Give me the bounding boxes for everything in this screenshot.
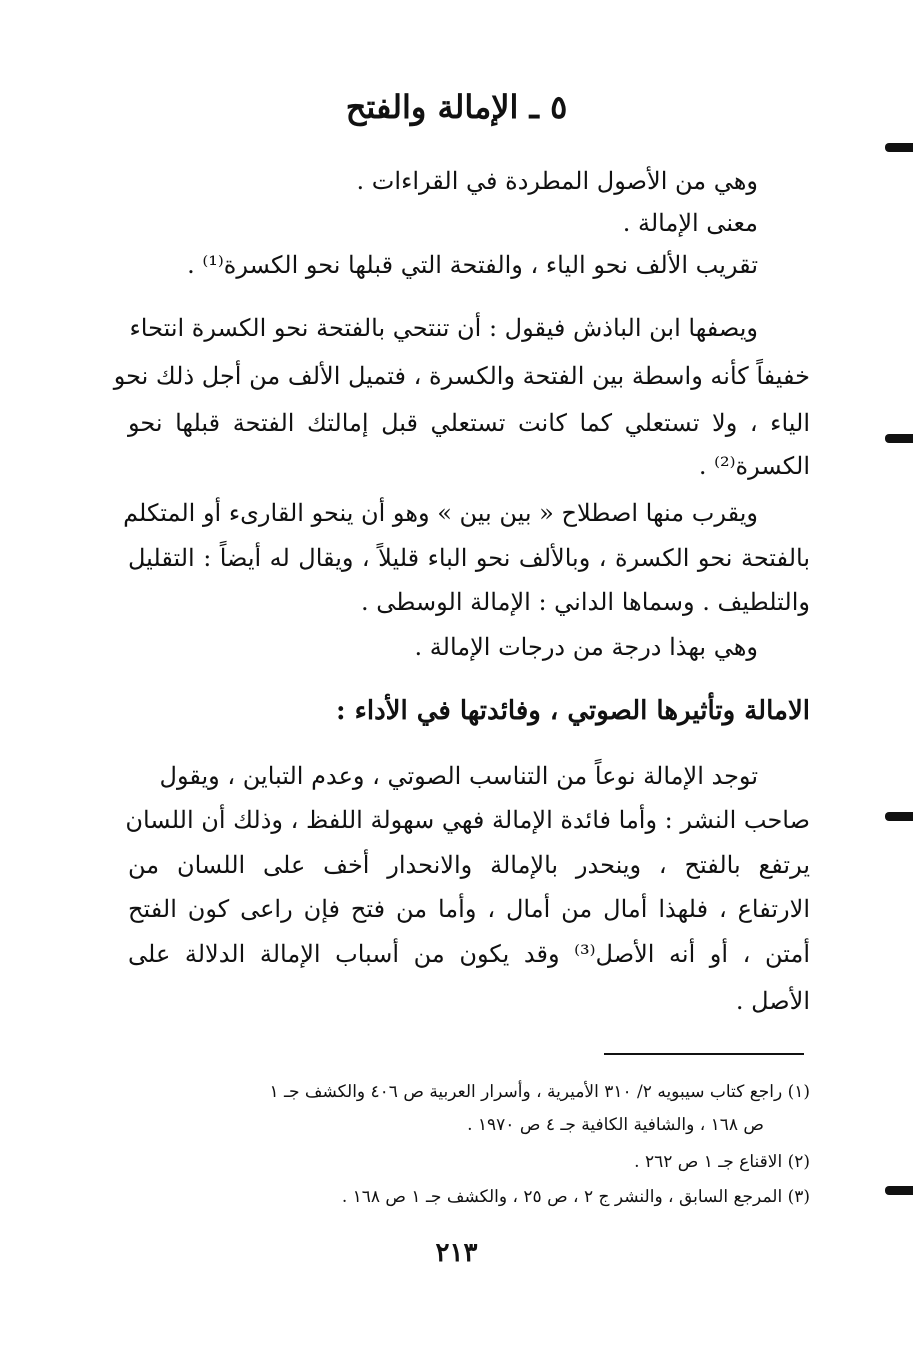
footnote-line: (٣) المرجع السابق ، والنشر ج ٢ ، ص ٢٥ ، والكشف جـ ١ ص ١٦٨ . [341, 1187, 810, 1207]
page-number: ٢١٣ [435, 1238, 478, 1268]
text-line: صاحب النشر : وأما فائدة الإمالة فهي سهولة اللفظ ، وذلك أن اللسان [125, 806, 810, 834]
text-line: أمتن ، أو أنه الأصل⁽³⁾ وقد يكون من أسباب الإمالة الدلالة على [128, 940, 810, 968]
scan-edge-mark [885, 143, 913, 152]
text-line: الكسرة⁽²⁾ . [698, 452, 810, 480]
text-line: بالفتحة نحو الكسرة ، وبالألف نحو الباء قليلاً ، ويقال له أيضاً : التقليل [128, 544, 810, 572]
text-line: تقريب الألف نحو الياء ، والفتحة التي قبلها نحو الكسرة⁽¹⁾ . [187, 251, 758, 279]
text-line: الأصل . [735, 987, 810, 1015]
text-line: الياء ، ولا تستعلي كما كانت تستعلي قبل إمالتك الفتحة قبلها نحو [128, 409, 810, 437]
scan-edge-mark [885, 434, 913, 443]
text-line: ويصفها ابن الباذش فيقول : أن تنتحي بالفتحة نحو الكسرة انتحاء [129, 314, 758, 342]
text-line: وهي من الأصول المطردة في القراءات . [356, 167, 758, 195]
footnote-line: (٢) الاقناع جـ ١ ص ٢٦٢ . [634, 1152, 810, 1172]
footnote-separator [604, 1053, 804, 1055]
scan-edge-mark [885, 1186, 913, 1195]
text-line: ويقرب منها اصطلاح « بين بين » وهو أن ينحو القارىء أو المتكلم [123, 499, 758, 527]
scan-edge-mark [885, 812, 913, 821]
section-heading: ٥ ـ الإمالة والفتح [345, 88, 568, 126]
text-line: وهي بهذا درجة من درجات الإمالة . [414, 633, 758, 661]
footnote-line: ص ١٦٨ ، والشافية الكافية جـ ٤ ص ١٩٧٠ . [467, 1115, 764, 1135]
subsection-heading: الامالة وتأثيرها الصوتي ، وفائدتها في الأداء : [335, 696, 810, 726]
text-line: يرتفع بالفتح ، وينحدر بالإمالة والانحدار أخف على اللسان من [128, 851, 810, 879]
footnote-line: (١) راجع كتاب سيبويه ٢/ ٣١٠ الأميرية ، وأسرار العربية ص ٤٠٦ والكشف جـ ١ [269, 1082, 810, 1102]
text-line: خفيفاً كأنه واسطة بين الفتحة والكسرة ، فتميل الألف من أجل ذلك نحو [113, 362, 810, 390]
text-line: والتلطيف . وسماها الداني : الإمالة الوسطى . [361, 588, 810, 616]
text-line: الارتفاع ، فلهذا أمال من أمال ، وأما من فتح فإن راعى كون الفتح [128, 895, 810, 923]
text-line: معنى الإمالة . [622, 209, 758, 237]
text-line: توجد الإمالة نوعاً من التناسب الصوتي ، وعدم التباين ، ويقول [159, 762, 758, 790]
